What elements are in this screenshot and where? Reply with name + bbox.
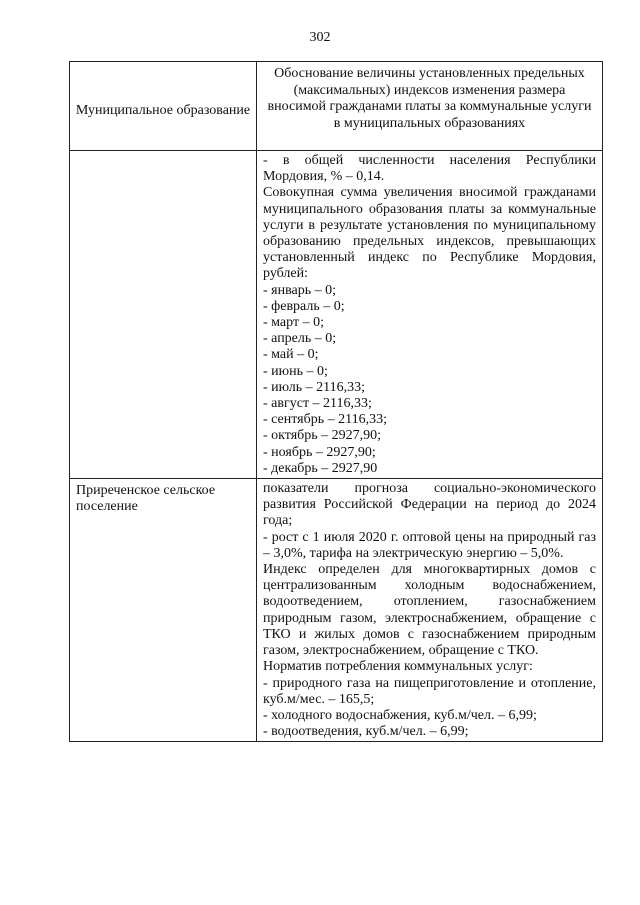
month-line: - ноябрь – 2927,90; xyxy=(263,444,376,460)
month-line: - июль – 2116,33; xyxy=(263,379,366,395)
header-justification-label: Обоснование величины установленных предельных (максимальных) индексов изменения размера вносимой гражданами платы за коммунальные услуги в муниципальных образованиях xyxy=(267,66,592,131)
municipality-name xyxy=(70,151,256,159)
justification-line: - рост с 1 июля 2020 г. оптовой цены на природный газ – 3,0%, тарифа на электрическую энергию – 5,0%. xyxy=(263,529,596,561)
justification-line: - холодного водоснабжения, куб.м/чел. – 6,99; xyxy=(263,707,537,723)
justification-line: - водоотведения, куб.м/чел. – 6,99; xyxy=(263,724,469,740)
page-number: 302 xyxy=(309,30,331,45)
municipality-name: Приреченское сельское поселение xyxy=(76,483,216,515)
month-line: - сентябрь – 2116,33; xyxy=(263,412,388,428)
month-line: - январь – 0; xyxy=(263,282,337,298)
month-line: - апрель – 0; xyxy=(263,331,337,347)
month-line: - июнь – 0; xyxy=(263,363,328,379)
justification-line: показатели прогноза социально-экономического развития Российской Федерации на период до 2024 года; xyxy=(263,481,596,529)
month-line: - октябрь – 2927,90; xyxy=(263,428,382,444)
municipality-cell xyxy=(70,151,257,479)
justification-cell xyxy=(257,151,603,479)
justification-cell xyxy=(257,479,603,742)
justification-line: - в общей численности населения Республики Мордовия, % – 0,14. xyxy=(263,153,596,185)
table-row xyxy=(70,479,603,742)
justification-line: Совокупная сумма увеличения вносимой гражданами муниципального образования платы за коммунальные услуги в результате установления по муниципальному образованию предельных индексов, превышающих установленный индекс по Республике Мордовия, рублей: xyxy=(263,185,596,282)
justification-line: - природного газа на пищеприготовление и отопление, куб.м/мес. – 165,5; xyxy=(263,675,596,707)
justification-line: Индекс определен для многоквартирных домов с централизованным холодным водоснабжением, водоотведением, отоплением, газоснабжением природным газом, электроснабжением, обращение с ТКО и жилых домов с газоснабжением природным газом, электроснабжением, обращение с ТКО. xyxy=(263,562,596,659)
justification-line: Норматив потребления коммунальных услуг: xyxy=(263,659,533,675)
table-header-row xyxy=(70,62,603,151)
header-municipality xyxy=(70,62,257,151)
table-row xyxy=(70,151,603,479)
month-line: - декабрь – 2927,90 xyxy=(263,460,378,476)
header-municipality-label: Муниципальное образование xyxy=(75,102,251,118)
month-line: - февраль – 0; xyxy=(263,298,345,314)
month-line: - май – 0; xyxy=(263,347,319,363)
month-line: - август – 2116,33; xyxy=(263,396,372,412)
index-table xyxy=(69,61,603,742)
month-line: - март – 0; xyxy=(263,315,324,331)
municipality-cell xyxy=(70,479,257,742)
header-justification xyxy=(257,62,603,151)
